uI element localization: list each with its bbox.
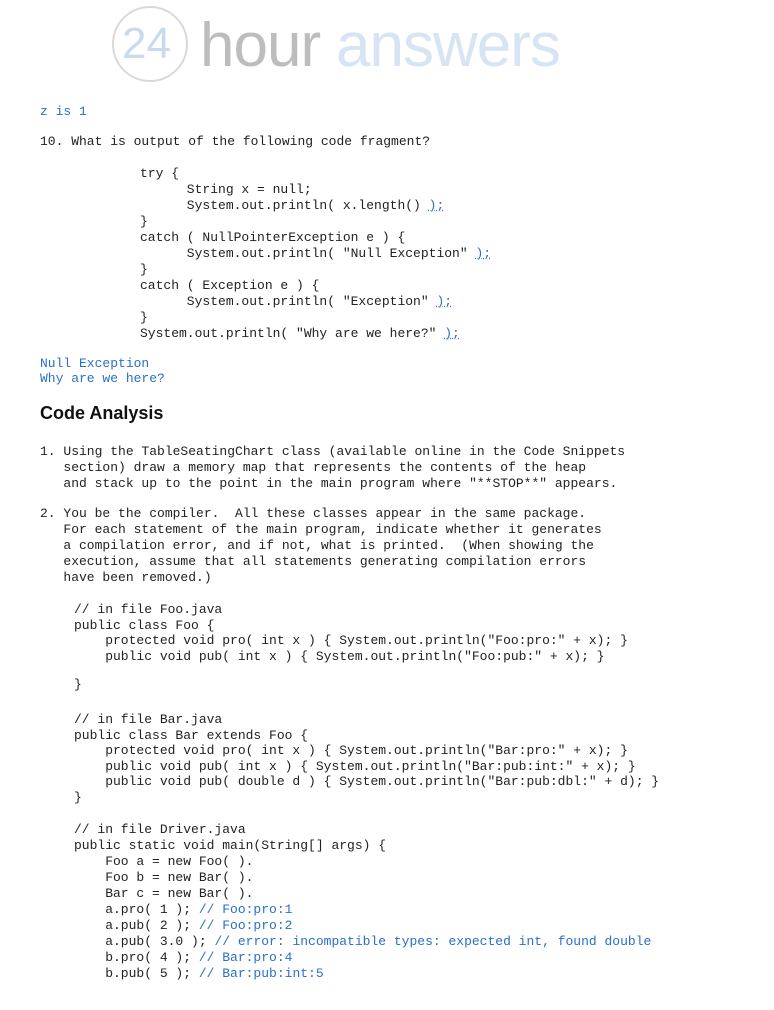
code-text: System.out.println( "Null Exception": [140, 246, 476, 261]
code-line: [140, 230, 491, 246]
logo-text-hour: hour: [200, 11, 321, 80]
code-text: b.pub( 5 );: [74, 966, 199, 981]
question-10: 10. What is output of the following code fragment?: [40, 134, 431, 149]
statement-terminator: );: [428, 198, 445, 213]
code-line: // in file Foo.java: [74, 602, 223, 617]
statement-terminator: );: [475, 246, 492, 261]
q10-code-block: [140, 166, 491, 342]
code-line: [74, 838, 651, 854]
code-text: try {: [140, 166, 180, 181]
item-line: a compilation error, and if not, what is printed. (When showing the: [40, 538, 594, 553]
code-line: [74, 902, 651, 918]
statement-terminator: );: [444, 326, 460, 341]
code-text: Foo b = new Bar( ).: [74, 870, 254, 885]
item-line: execution, assume that all statements generating compilation errors: [40, 554, 587, 569]
item-line: have been removed.): [40, 570, 212, 585]
item-line: and stack up to the point in the main program where "**STOP**" appears.: [40, 476, 618, 491]
code-line: }: [74, 677, 82, 692]
code-line: [140, 166, 491, 182]
code-text: }: [140, 214, 148, 229]
answer-comment: // Foo:pro:1: [198, 902, 293, 917]
code-line: [140, 294, 491, 310]
code-text: System.out.println( x.length(): [140, 198, 429, 213]
analysis-item-2: [40, 506, 602, 586]
code-line: [140, 310, 491, 326]
previous-answer: z is 1: [40, 104, 87, 119]
code-line: [74, 966, 651, 982]
code-line: [140, 326, 491, 342]
analysis-item-1: [40, 444, 625, 492]
code-line: // in file Bar.java: [74, 712, 223, 727]
code-line: [140, 198, 491, 214]
answer-comment: // Foo:pro:2: [198, 918, 293, 933]
code-line: [140, 182, 491, 198]
q10-answer: [40, 356, 165, 386]
logo-text-answers: answers: [336, 11, 560, 80]
code-text: a.pub( 2 );: [74, 918, 199, 933]
code-text: a.pro( 1 );: [74, 902, 199, 917]
logo-number: 24: [122, 19, 171, 68]
code-line: }: [74, 789, 82, 805]
code-line: [74, 918, 651, 934]
statement-terminator: );: [436, 294, 453, 309]
answer-comment: // Bar:pub:int:5: [198, 966, 324, 981]
code-line: [74, 870, 651, 886]
code-line: public class Bar extends Foo {: [74, 727, 309, 743]
code-line: public void pub( int x ) { System.out.println("Foo:pub:" + x); }: [74, 648, 605, 664]
code-line: [140, 278, 491, 294]
code-text: System.out.println( "Exception": [140, 294, 437, 309]
code-line: protected void pro( int x ) { System.out.println("Bar:pro:" + x); }: [74, 743, 628, 758]
item-line: For each statement of the main program, indicate whether it generates: [40, 522, 602, 537]
code-text: catch ( Exception e ) {: [140, 278, 320, 293]
code-text: b.pro( 4 );: [74, 950, 199, 965]
code-line: public class Foo {: [74, 617, 215, 633]
code-line: [74, 934, 651, 950]
code-line: [140, 246, 491, 262]
code-line: protected void pro( int x ) { System.out.println("Foo:pro:" + x); }: [74, 633, 628, 648]
answer-comment: // Bar:pro:4: [198, 950, 293, 965]
code-text: }: [140, 262, 148, 277]
code-line: [140, 214, 491, 230]
code-text: public static void main(String[] args) {: [74, 838, 387, 853]
foo-code-block: [74, 602, 628, 693]
code-line: [74, 950, 651, 966]
code-line: [74, 854, 651, 870]
code-text: System.out.println( "Why are we here?": [140, 326, 445, 341]
code-text: }: [140, 310, 148, 325]
item-line: section) draw a memory map that represents the contents of the heap: [40, 460, 587, 475]
code-text: catch ( NullPointerException e ) {: [140, 230, 406, 245]
code-line: public void pub( double d ) { System.out.println("Bar:pub:dbl:" + d); }: [74, 774, 660, 789]
code-line: public void pub( int x ) { System.out.println("Bar:pub:int:" + x); }: [74, 758, 636, 774]
code-line: [74, 822, 651, 838]
code-text: // in file Driver.java: [74, 822, 246, 837]
code-text: Bar c = new Bar( ).: [74, 886, 254, 901]
answer-comment: // error: incompatible types: expected int, found double: [214, 934, 652, 949]
item-line: 2. You be the compiler. All these classes appear in the same package.: [40, 506, 587, 521]
code-text: a.pub( 3.0 );: [74, 934, 215, 949]
driver-code-block: [74, 822, 651, 982]
code-text: Foo a = new Foo( ).: [74, 854, 254, 869]
code-text: String x = null;: [140, 182, 312, 197]
code-line: [140, 262, 491, 278]
answer-line: Null Exception: [40, 356, 150, 371]
section-title: Code Analysis: [40, 403, 164, 423]
bar-code-block: [74, 712, 659, 805]
site-logo: [112, 6, 592, 86]
code-line: [74, 664, 628, 677]
item-line: 1. Using the TableSeatingChart class (available online in the Code Snippets: [40, 444, 626, 459]
answer-line: Why are we here?: [40, 371, 165, 386]
code-line: [74, 886, 651, 902]
